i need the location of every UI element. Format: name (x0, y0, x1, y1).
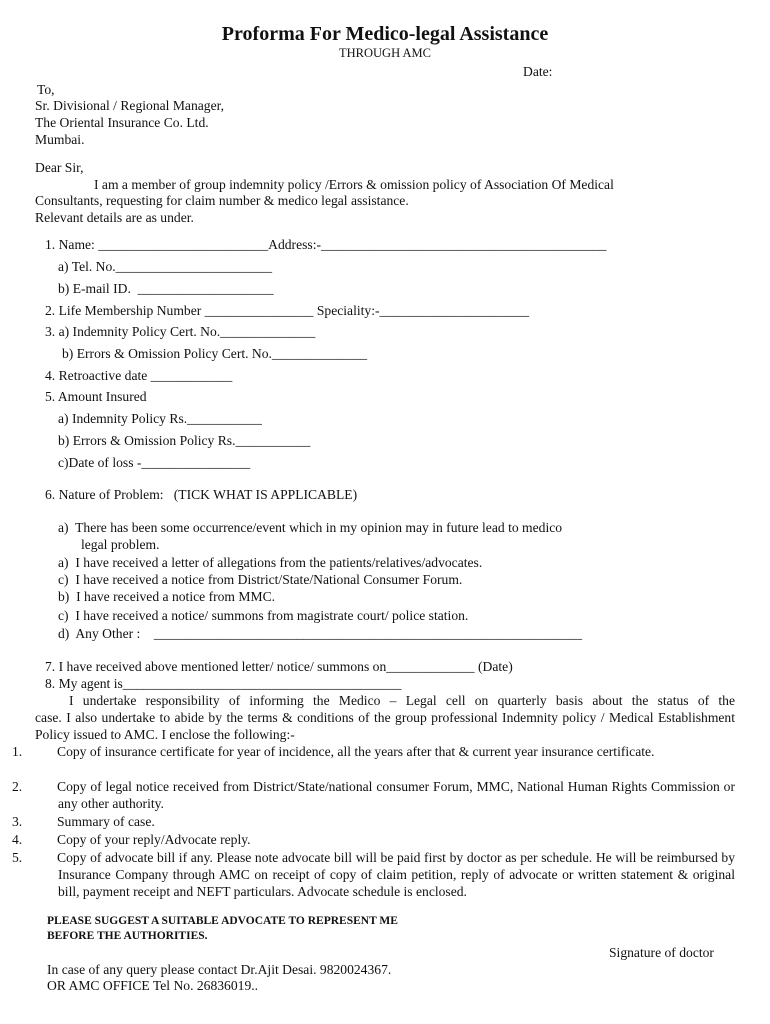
field-errors-cert[interactable]: b) Errors & Omission Policy Cert. No.______________ (62, 346, 368, 361)
enclosure-number: 5. (12, 850, 23, 865)
advocate-request-line-1: PLEASE SUGGEST A SUITABLE ADVOCATE TO REPRESENT ME (47, 915, 398, 927)
enclosure-text: Copy of insurance certificate for year of incidence, all the years after that & current year insurance certificate. (57, 744, 655, 759)
field-date-of-loss[interactable]: c)Date of loss -________________ (58, 455, 251, 470)
enclosure-item (12, 743, 735, 760)
undertaking-first-line: I undertake responsibility of informing the Medico – Legal cell on quarterly basis about the status of the (69, 693, 735, 708)
field-email[interactable]: b) E-mail ID. ____________________ (58, 281, 274, 296)
signature-label: Signature of doctor (609, 945, 714, 960)
date-label: Date: (523, 64, 553, 79)
enclosure-number: 1. (12, 744, 23, 759)
enclosure-item (12, 831, 735, 848)
field-nature-of-problem: 6. Nature of Problem: (TICK WHAT IS APPLICABLE) (45, 487, 358, 502)
address-line-1: Sr. Divisional / Regional Manager, (35, 98, 224, 113)
enclosure-number: 3. (12, 814, 23, 829)
enclosure-text: Summary of case. (57, 814, 155, 829)
page-subtitle: THROUGH AMC (338, 46, 432, 60)
enclosure-text: Copy of your reply/Advocate reply. (57, 832, 251, 847)
enclosure-item (12, 813, 735, 830)
enclosure-text: Copy of legal notice received from District/State/national consumer Forum, MMC, National Human Rights Commission or any other authority. (57, 779, 735, 811)
enclosure-item (12, 778, 735, 812)
problem-option-allegations[interactable]: a) I have received a letter of allegations from the patients/relatives/advocates. (58, 555, 483, 570)
field-tel-no[interactable]: a) Tel. No._______________________ (58, 259, 273, 274)
address-line-2: The Oriental Insurance Co. Ltd. (35, 115, 209, 130)
problem-option-consumer-forum[interactable]: c) I have received a notice from District/State/National Consumer Forum. (58, 572, 463, 587)
problem-option-magistrate[interactable]: c) I have received a notice/ summons from magistrate court/ police station. (58, 608, 469, 623)
field-membership-speciality[interactable]: 2. Life Membership Number ________________ Speciality:-______________________ (45, 303, 530, 318)
problem-option-occurrence-cont: legal problem. (81, 537, 160, 552)
address-line-3: Mumbai. (35, 132, 85, 147)
intro-line-3: Relevant details are as under. (35, 210, 194, 225)
intro-line-2: Consultants, requesting for claim number & medico legal assistance. (35, 193, 409, 208)
address-to: To, (37, 82, 55, 97)
problem-option-any-other[interactable]: d) Any Other : _______________________________________________________________ (58, 626, 583, 641)
enclosure-text: Copy of advocate bill if any. Please note advocate bill will be paid first by doctor as per schedule. He will be reimbursed by Insurance Company through AMC on receipt of copy of claim petition, reply of advocate or written statement & original bill, payment receipt and NEFT particulars. Advocate schedule is enclosed. (57, 850, 735, 899)
problem-option-mmc[interactable]: b) I have received a notice from MMC. (58, 589, 276, 604)
field-errors-amount[interactable]: b) Errors & Omission Policy Rs.___________ (58, 433, 311, 448)
intro-line-1: I am a member of group indemnity policy /Errors & omission policy of Association Of Medical (94, 177, 614, 192)
contact-line-1: In case of any query please contact Dr.Ajit Desai. 9820024367. (47, 962, 392, 977)
field-name-address[interactable]: 1. Name: _________________________Address:-__________________________________________ (45, 237, 607, 252)
field-indemnity-cert[interactable]: 3. a) Indemnity Policy Cert. No.______________ (45, 324, 316, 339)
field-indemnity-amount[interactable]: a) Indemnity Policy Rs.___________ (58, 411, 262, 426)
contact-line-2: OR AMC OFFICE Tel No. 26836019.. (47, 978, 259, 993)
salutation: Dear Sir, (35, 160, 84, 175)
undertaking-rest: case. I also undertake to abide by the terms & conditions of the group professional Indemnity policy / Medical Establishment Policy issued to AMC. I enclose the following:- (35, 710, 735, 742)
field-agent[interactable]: 8. My agent is_________________________________________ (45, 676, 402, 691)
advocate-request-line-2: BEFORE THE AUTHORITIES. (47, 930, 208, 942)
field-amount-insured-label: 5. Amount Insured (45, 389, 147, 404)
page-title: Proforma For Medico-legal Assistance (221, 23, 549, 45)
enclosure-item (12, 849, 735, 900)
field-retroactive-date[interactable]: 4. Retroactive date ____________ (45, 368, 233, 383)
enclosure-number: 2. (12, 779, 23, 794)
problem-option-occurrence[interactable]: a) There has been some occurrence/event which in my opinion may in future lead to medico (58, 520, 563, 535)
enclosure-number: 4. (12, 832, 23, 847)
field-notice-date[interactable]: 7. I have received above mentioned letter/ notice/ summons on_____________ (Date) (45, 659, 513, 674)
